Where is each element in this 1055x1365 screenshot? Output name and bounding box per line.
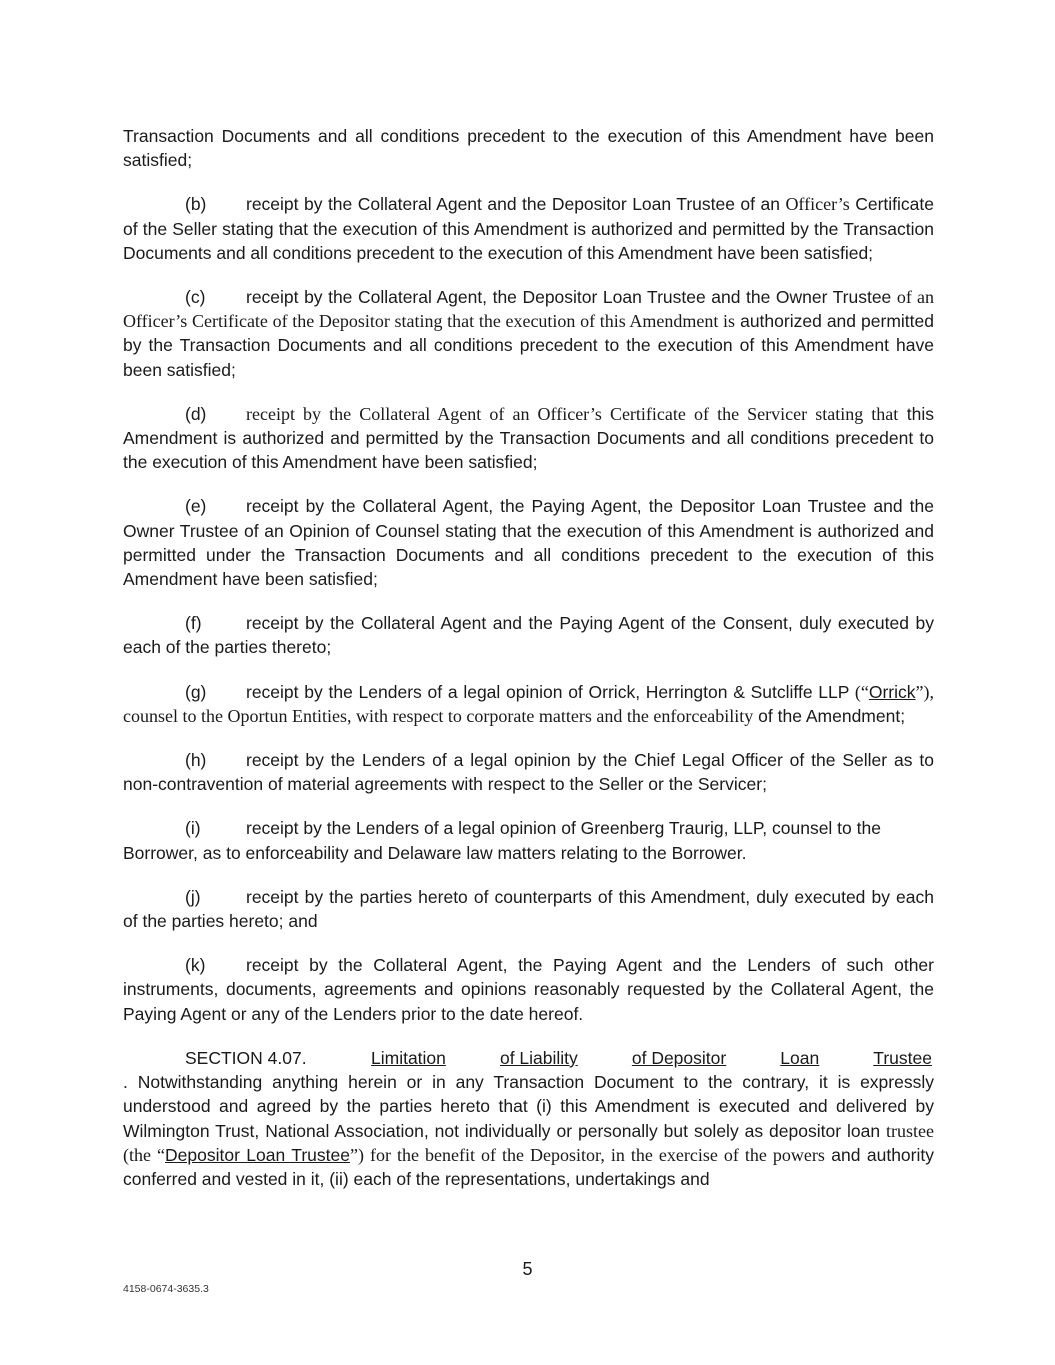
item-text: receipt by the Collateral Agent, the Paying Agent and the Lenders of such other instruments, documents, agreements and opinions reasonably requested by the Collateral Agent, the Paying Agent or any of the Lenders prior to the date hereof. [123, 955, 934, 1024]
continuation-paragraph [123, 124, 934, 172]
item-text: receipt by the Collateral Agent, the Paying Agent, the Depositor Loan Trustee and the Owner Trustee of an Opinion of Counsel stating that the execution of this Amendment is authorized and permitted under the Transaction Documents and all conditions precedent to the execution of this Amendment have been satisfied; [123, 496, 934, 590]
heading-word: Trustee [873, 1047, 932, 1068]
item-label: (i) [185, 818, 201, 839]
section-text: Notwithstanding anything herein or in any Transaction Document to the contrary, it is expressly understood and agreed by the parties hereto that (i) this Amendment is executed and delivered by Wilmington Trust, National Association, not individually or personally but solely as depositor loan [123, 1072, 934, 1141]
item-label: (k) [185, 955, 206, 976]
condition-item-i [123, 816, 934, 864]
item-text: Certificate of the Seller stating that the execution of this Amendment is authorized and permitted by the Transaction Documents and all conditions precedent to the execution of this Amendment have been satisfied; [123, 194, 934, 263]
item-label: (e) [185, 496, 207, 517]
item-text-serif: ”), counsel to the Oportun Entities, with respect to corporate matters and the enforceability [123, 681, 934, 726]
section-heading [371, 1046, 932, 1070]
condition-item-f [123, 611, 934, 659]
heading-word: of Liability [499, 1047, 578, 1068]
item-text: receipt by the Lenders of a legal opinion of Orrick, Herrington & Sutcliffe LLP [246, 681, 855, 702]
heading-word: Limitation [371, 1047, 446, 1068]
item-label: (d) [185, 403, 207, 424]
item-label: (c) [185, 287, 206, 308]
heading-word: Loan [780, 1047, 820, 1068]
item-label: (f) [185, 613, 202, 634]
section-text-serif: ”) for the benefit of the Depositor, in the exercise of the powers [349, 1144, 825, 1165]
condition-item-k [123, 953, 934, 1026]
item-text: receipt by the parties hereto of counterparts of this Amendment, duly executed by each of the parties hereto; and [123, 886, 934, 932]
item-text-serif: receipt by the Collateral Agent of an Officer’s Certificate of the Servicer stating that [246, 403, 899, 424]
item-text: this Amendment is authorized and permitted by the Transaction Documents and all conditions precedent to the execution of this Amendment have been satisfied; [123, 403, 934, 473]
item-text-serif: Officer’s [785, 194, 850, 215]
item-text: receipt by the Collateral Agent and the Depositor Loan Trustee of an [246, 194, 786, 215]
condition-item-b [123, 192, 934, 265]
section-number: SECTION 4.07. [185, 1047, 307, 1068]
item-text-serif: of an Officer’s Certificate of the Depositor stating that the execution of this Amendment is [123, 287, 935, 332]
heading-period: . [123, 1072, 128, 1093]
condition-item-d [123, 402, 934, 475]
item-label: (b) [185, 194, 207, 215]
item-text: receipt by the Collateral Agent, the Depositor Loan Trustee and the Owner Trustee [246, 287, 897, 308]
condition-item-c [123, 285, 934, 382]
item-text: receipt by the Lenders of a legal opinion of Greenberg Traurig, LLP, counsel to the Borrower, as to enforceability and Delaware law matters relating to the Borrower. [123, 818, 881, 863]
heading-word: of Depositor [631, 1047, 727, 1068]
section-4-07 [123, 1046, 934, 1191]
document-body [123, 124, 934, 1211]
condition-item-j [123, 885, 934, 933]
defined-term-depositor-loan-trustee: Depositor Loan Trustee [165, 1144, 350, 1165]
section-text-serif: trustee (the “ [123, 1120, 934, 1165]
item-text: receipt by the Collateral Agent and the Paying Agent of the Consent, duly executed by each of the parties thereto; [123, 613, 934, 658]
item-text: authorized and permitted by the Transaction Documents and all conditions precedent to the execution of this Amendment have been satisfied; [123, 311, 934, 380]
condition-item-g [123, 680, 934, 728]
item-text: receipt by the Lenders of a legal opinion by the Chief Legal Officer of the Seller as to non-contravention of material agreements with respect to the Seller or the Servicer; [123, 750, 934, 795]
item-text: of the Amendment; [753, 705, 906, 726]
quote-open: (“ [854, 681, 869, 702]
item-label: (g) [185, 681, 207, 702]
document-id: 4158-0674-3635.3 [123, 1283, 209, 1295]
item-label: (j) [185, 886, 201, 907]
condition-item-h [123, 748, 934, 796]
page-number: 5 [522, 1259, 533, 1279]
item-label: (h) [185, 750, 207, 771]
defined-term-orrick: Orrick [868, 681, 916, 702]
condition-item-e [123, 494, 934, 591]
continuation-text: Transaction Documents and all conditions precedent to the execution of this Amendment have been satisfied; [123, 126, 934, 171]
section-text: and authority conferred and vested in it, (ii) each of the representations, undertakings and [123, 1144, 934, 1189]
